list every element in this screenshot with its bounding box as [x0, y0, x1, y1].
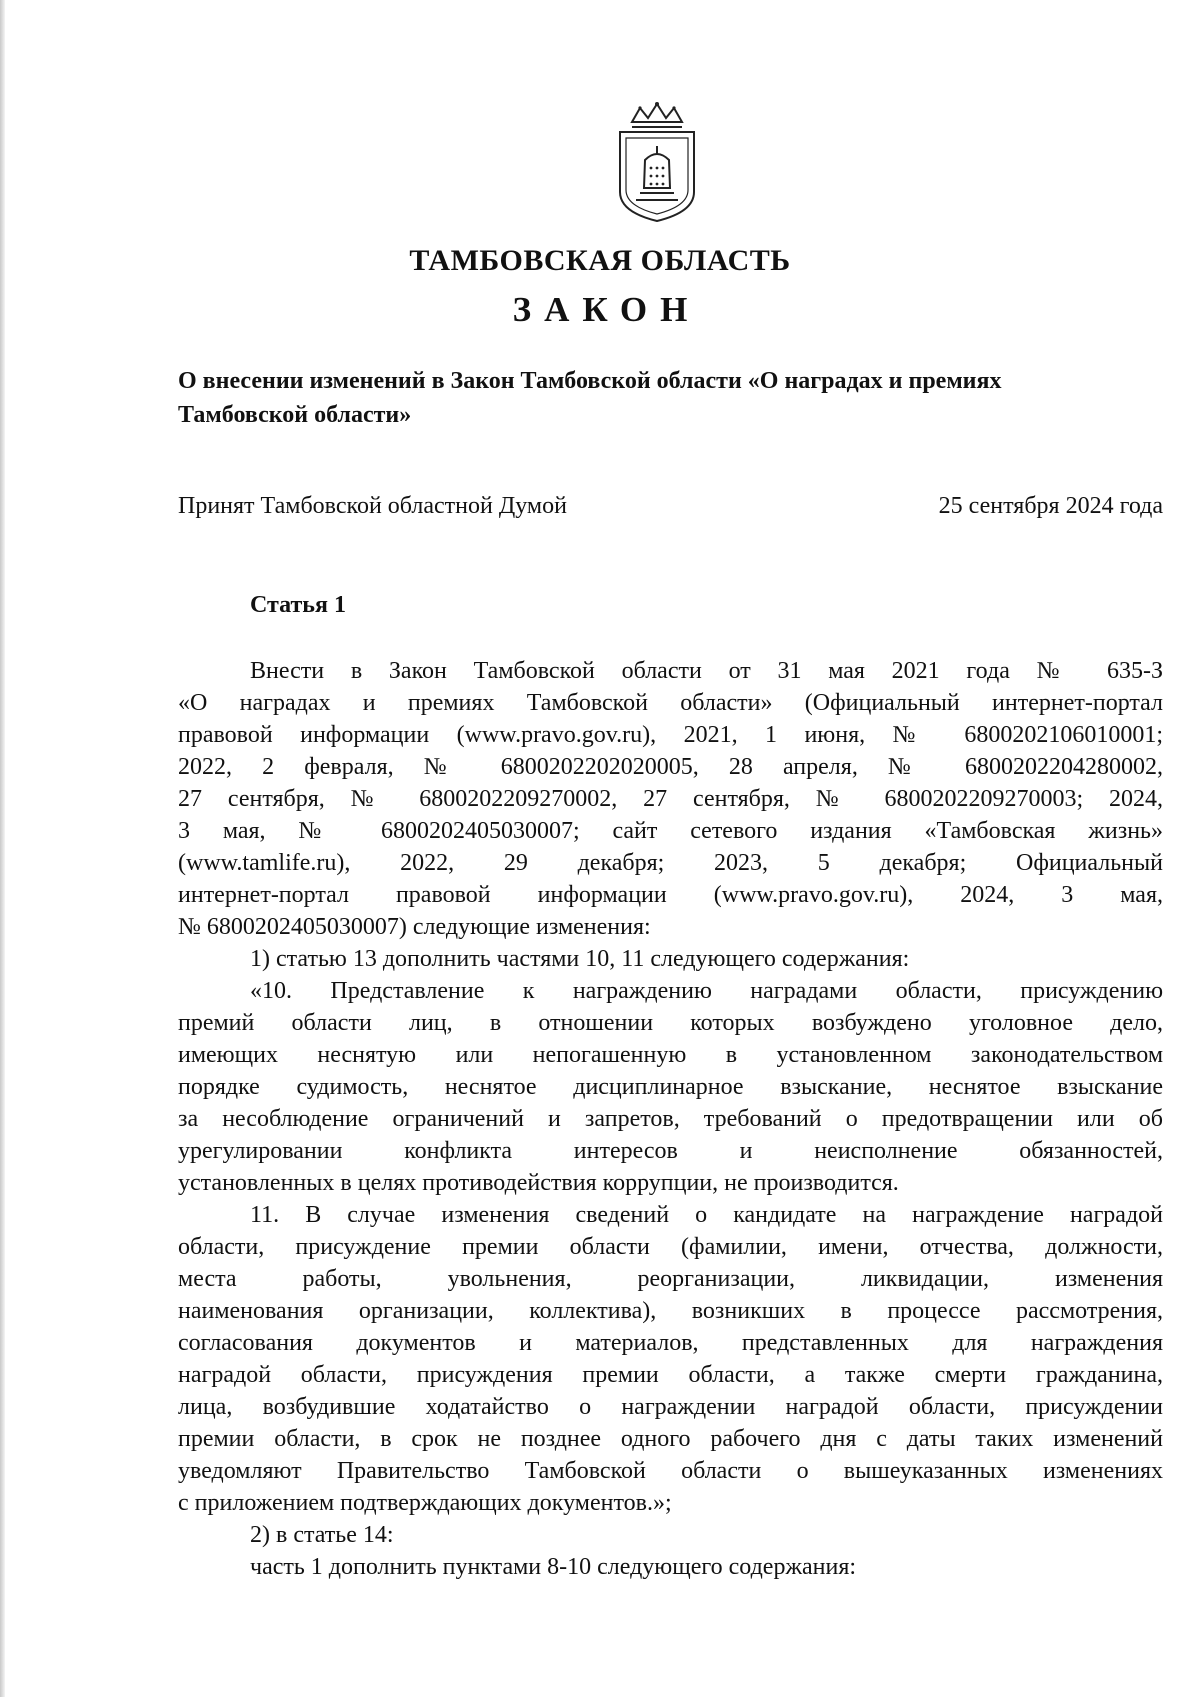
- body-line: 27 сентября, № 6800202209270002, 27 сентября, № 6800202209270003; 2024,: [178, 786, 1163, 812]
- tambov-coat-of-arms-icon: [612, 100, 702, 225]
- body-line: имеющих неснятую или непогашенную в установленном законодательством: [178, 1042, 1163, 1068]
- body-line: за несоблюдение ограничений и запретов, требований о предотвращении или об: [178, 1106, 1163, 1132]
- adopted-by: Принят Тамбовской областной Думой: [178, 493, 567, 519]
- body-line: установленных в целях противодействия коррупции, не производится.: [178, 1170, 899, 1196]
- body-line: лица, возбудившие ходатайство о награждении наградой области, присуждении: [178, 1394, 1163, 1420]
- body-line: премий области лиц, в отношении которых возбуждено уголовное дело,: [178, 1010, 1163, 1036]
- region-title: ТАМБОВСКАЯ ОБЛАСТЬ: [409, 244, 791, 277]
- law-subject: [178, 364, 1163, 432]
- subject-line: Тамбовской области»: [178, 402, 412, 428]
- body-line: Внести в Закон Тамбовской области от 31 мая 2021 года № 635-З: [250, 658, 1163, 684]
- body-line: правовой информации (www.pravo.gov.ru), 2021, 1 июня, № 6800202106010001;: [178, 722, 1163, 748]
- body-line: 11. В случае изменения сведений о кандидате на награждение наградой: [250, 1202, 1163, 1228]
- body-line: уведомляют Правительство Тамбовской области о вышеуказанных изменениях: [178, 1458, 1163, 1484]
- body-line: 3 мая, № 6800202405030007; сайт сетевого издания «Тамбовская жизнь»: [178, 818, 1163, 844]
- body-line: порядке судимость, неснятое дисциплинарное взыскание, неснятое взыскание: [178, 1074, 1163, 1100]
- body-line: 2022, 2 февраля, № 6800202202020005, 28 апреля, № 6800202204280002,: [178, 754, 1163, 780]
- body-line: (www.tamlife.ru), 2022, 29 декабря; 2023, 5 декабря; Официальный: [178, 850, 1163, 876]
- body-line: интернет-портал правовой информации (www.pravo.gov.ru), 2024, 3 мая,: [178, 882, 1163, 908]
- body-line: места работы, увольнения, реорганизации, ликвидации, изменения: [178, 1266, 1163, 1292]
- body-line: с приложением подтверждающих документов.»;: [178, 1490, 672, 1516]
- subject-line: О внесении изменений в Закон Тамбовской области «О наградах и премиях: [178, 368, 1002, 394]
- body-line: «10. Представление к награждению наградами области, присуждению: [250, 978, 1163, 1004]
- adoption-line: [178, 493, 1163, 520]
- body-line: согласования документов и материалов, представленных для награждения: [178, 1330, 1163, 1356]
- body-line: 1) статью 13 дополнить частями 10, 11 следующего содержания:: [250, 946, 910, 972]
- body-line: наградой области, присуждения премии области, а также смерти гражданина,: [178, 1362, 1163, 1388]
- body-line: премии области, в срок не позднее одного рабочего дня с даты таких изменений: [178, 1426, 1163, 1452]
- document-type-title: ЗАКОН: [512, 290, 701, 329]
- body-line: № 6800202405030007) следующие изменения:: [178, 914, 651, 940]
- body-line: области, присуждение премии области (фамилии, имени, отчества, должности,: [178, 1234, 1163, 1260]
- adoption-date: 25 сентября 2024 года: [938, 493, 1163, 519]
- body-line: часть 1 дополнить пунктами 8-10 следующего содержания:: [250, 1554, 857, 1580]
- body-line: «О наградах и премиях Тамбовской области» (Официальный интернет-портал: [178, 690, 1163, 716]
- article-body: [178, 655, 1163, 1583]
- body-line: наименования организации, коллектива), возникших в процессе рассмотрения,: [178, 1298, 1163, 1324]
- body-line: 2) в статье 14:: [250, 1522, 394, 1548]
- article-title: Статья 1: [250, 592, 346, 618]
- body-line: урегулировании конфликта интересов и неисполнение обязанностей,: [178, 1138, 1163, 1164]
